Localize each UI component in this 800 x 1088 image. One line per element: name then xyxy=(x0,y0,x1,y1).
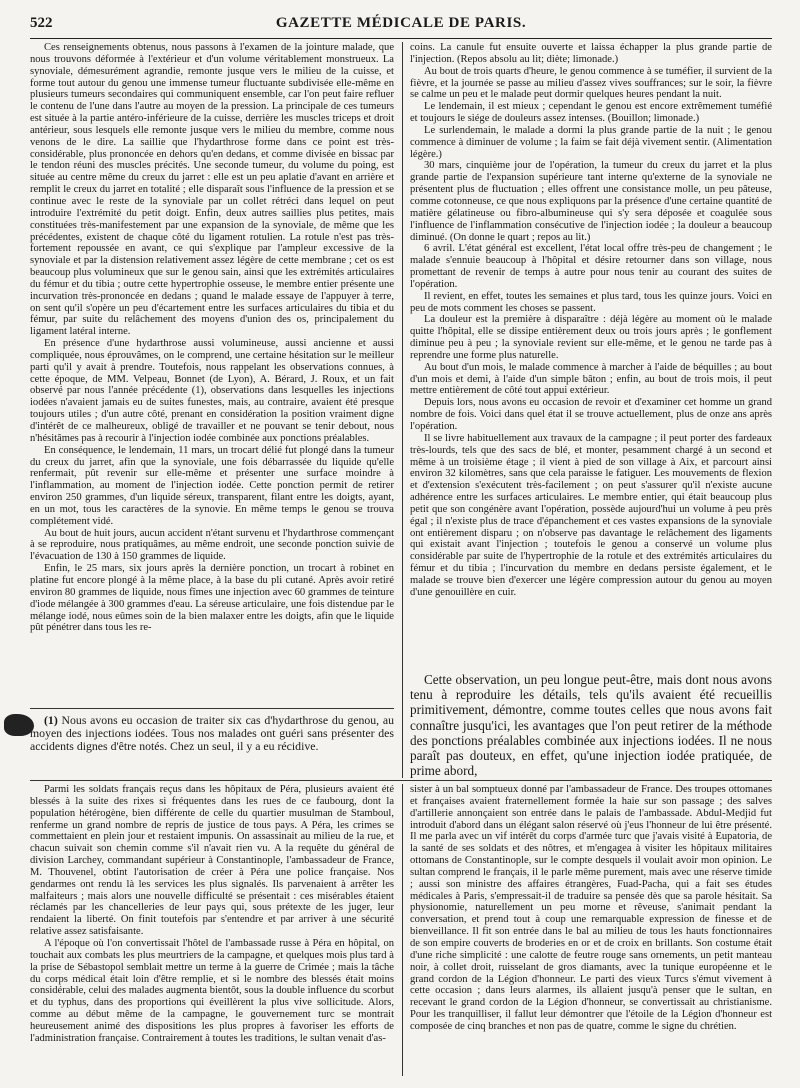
footnote-text: Nous avons eu occasion de traiter six cas d'hydarthrose du genou, au moyen des injections iodées. Tous nos malades ont guéri sans présenter des accidents dignes d'être notés. Chez un seul, il y a eu récidive. xyxy=(30,714,394,754)
paragraph: En conséquence, le lendemain, 11 mars, un trocart délié fut plongé dans la tumeur du creux du jarret, afin que la synoviale, une fois débarrassée du liquide qu'elle renfermait, pût revenir sur elle-même et présenter une surface moindre à l'inflammation, au moment de l'injection iodée. Cette ponction permit de retirer environ 250 grammes, d'un liquide séreux, transparent, filant entre les doigts, ayant, en un mot, tous les caractères de la synovie. En même temps le genou se trouva complétement vidé. xyxy=(30,444,394,527)
article-column-left xyxy=(30,42,394,702)
paragraph: 6 avril. L'état général est excellent, l'état local offre très-peu de changement ; le malade s'ennuie beaucoup à l'hôpital et désire retourner dans son village, nous promettant de revenir de temps à autre pour nous tenir au courant des suites de l'opération. xyxy=(410,243,772,290)
paragraph: Parmi les soldats français reçus dans les hôpitaux de Péra, plusieurs avaient été blessés à la suite des rixes si fréquentes dans les rues de ce faubourg, dont la population hétérogène, bien différente de celle du quartier musulman de Stamboul, renferme un grand nombre de repris de justice de tous pays. A Péra, les crimes se commettaient en plein jour et restaient impunis. On assassinait au milieu de la rue, et chacun suivait son chemin comme s'il n'avait rien vu. A la requête du général de division Larchey, commandant supérieur à Constantinople, l'ambassadeur de France, M. Thouvenel, obtint l'autorisation de créer à Péra une police française. Nos gendarmes ont rendu là les services les plus signalés. Ils parvenaient à arrêter les malfaiteurs ; mais alors une nouvelle difficulté se présentait : ces misérables étaient réclamés par les chancelleries de leur pays qui, sous prétexte de les juger, leur rendaient la liberté. On finit toutefois par s'entendre et par arriver à une sécurité relative assez satisfaisante. xyxy=(30,784,394,938)
page-header xyxy=(30,12,772,39)
feuilleton-column-left xyxy=(30,784,394,1078)
paragraph: Au bout de huit jours, aucun accident n'étant survenu et l'hydarthrose commençant à se reproduire, nous pratiquâmes, au même endroit, une seconde ponction suivie de l'évacuation de 130 à 150 grammes de liquide. xyxy=(30,527,394,563)
paragraph: Il se livre habituellement aux travaux de la campagne ; il peut porter des fardeaux très-lourds, tels que des sacs de blé, et monter, pesamment chargé à un second et même à un troisième étage ; il vient à pied de son village à Aix, et parcourt ainsi environ 32 kilomètres, sans que cela paraisse le fatiguer. Les mouvements de flexion et d'extension s'exécutent très-facilement ; on peut s'assurer qu'il n'existe aucune adhérence entre les surfaces articulaires. Le membre entier, qui était beaucoup plus petit que son congénère avant l'opération, possède aujourd'hui un volume à peu près égal ; il n'existe plus de trace d'épanchement et ces vastes expansions de la synoviale ont entièrement disparu ; on n'observe pas davantage le relâchement des ligaments qui existait avant l'injection ; toutefois le genou a conservé un volume plus considérable par suite de l'hypertrophie de la rotule et des extrémités articulaires du fémur et du tibia ; l'incurvation du membre en dedans persiste également, et le malade se trouve bien d'exercer une légère compression autour du genou au moyen d'une genouillère en cuir. xyxy=(410,432,772,598)
paragraph: Le lendemain, il est mieux ; cependant le genou est encore extrêmement tuméfié et toujours le siége de douleurs assez intenses. (Bouillon; limonade.) xyxy=(410,101,772,125)
paragraph: Ces renseignements obtenus, nous passons à l'examen de la jointure malade, que nous trouvons déformée à l'extérieur et d'un volume véritablement monstrueux. La synoviale, démesurément agrandie, remonte jusque vers le milieu de la cuisse, et forme tout autour du genou une immense tumeur fluctuante subdivisée elle-même en plusieurs tumeurs secondaires qui communiquent ensemble, car l'on peut faire refluer le contenu de l'une dans l'autre au moyen de la pression. La principale de ces tumeurs est située à la partie antéro-inférieure de la cuisse, derrière les muscles triceps et droit antérieur, sous lesquels elle remonte jusque vers le milieu du membre, comme nous venons de le dire. La saillie que l'hydarthrose forme dans ce point est très-considérable, plus prononcée en dehors qu'en dedans, et comme divisée en bissac par le tendon réuni des muscles précités. Une seconde tumeur, du volume du poing, est située au centre même du creux du jarret : elle est un peu aplatie d'avant en arrière et remplit le creux du jarret en totalité ; elle disparaît sous l'influence de la pression et se continue avec le reste de la synoviale par un collet rétréci dans lequel on peut introduire l'extrémité du petit doigt. Enfin, deux autres saillies plus petites, mais constituées très-manifestement par une expansion de la synoviale, de même que les précédentes, existent de chaque côté du ligament rotulien. La rotule n'est pas très-fortement repoussée en avant, ce qui s'explique par l'ampleur excessive de la synoviale et par la distension relativement assez légère de cette membrane ; cet os est beaucoup plus volumineux que sur le genou sain, ainsi que les extrémités articulaires du fémur et du tibia ; outre cette hypertrophie osseuse, le membre entier présente une incurvation très-prononcée en dedans ; quand le malade essaye de l'appuyer à terre, on sent qu'il s'opère un peu d'écartement entre les surfaces articulaires du tibia et du fémur, par suite du relâchement des moyens d'union des os, principalement du ligament latéral interne. xyxy=(30,42,394,338)
paragraph: Au bout d'un mois, le malade commence à marcher à l'aide de béquilles ; au bout d'un mois et demi, à l'aide d'un simple bâton ; enfin, au bout de trois mois, il peut mettre entièrement de côté tout appui extérieur. xyxy=(410,361,772,397)
section-divider xyxy=(30,780,772,781)
column-divider-bottom xyxy=(402,784,403,1076)
paragraph: Depuis lors, nous avons eu occasion de revoir et d'examiner cet homme un grand nombre de fois. Voici dans quel état il se trouve actuellement, plus de onze ans après l'opération. xyxy=(410,397,772,432)
paragraph: Il revient, en effet, toutes les semaines et plus tard, tous les quinze jours. Voici en peu de mots comment les choses se passent. xyxy=(410,290,772,314)
paragraph: Au bout de trois quarts d'heure, le genou commence à se tuméfier, il survient de la fièvre, et la journée se passe au milieu d'assez vives souffrances; sur le soir, la fièvre se calme un peu et le malade peut dormir quelques heures pendant la nuit. xyxy=(410,65,772,101)
paragraph: Cette observation, un peu longue peut-être, mais dont nous avons tenu à reproduire les détails, tels qu'ils avaient été recueillis primitivement, démontre, comme toutes celles que nous avons fait connaître jusqu'ici, les avantages que l'on peut retirer de la méthode des ponctions préalables combinée aux injections iodées. Il ne nous paraît pas douteux, en effet, qu'une injection iodée pratiquée, de prime abord, xyxy=(410,672,772,778)
paragraph: La douleur est la première à disparaître : déjà légère au moment où le malade quitte l'hôpital, elle se dissipe entièrement deux ou trois jours après ; le gonflement diminue peu à peu ; la synoviale revient sur elle-même, et le genou ne tarde pas à reprendre une forme plus naturelle. xyxy=(410,314,772,361)
paragraph: sister à un bal somptueux donné par l'ambassadeur de France. Des troupes ottomanes et françaises avaient fraternellement formée la haie sur son passage ; des salves d'artillerie annonçaient son entrée dans le palais de l'ambassade. Abdul-Medjid fut introduit d'abord dans un élégant salon réservé où j'eus l'honneur de lui être présenté. Il me parla avec un vif intérêt du corps d'armée turc que j'avais visité à Eupatoria, de la santé de ses soldats et des nôtres, et m'engagea à visiter les hôpitaux militaires ottomans de Constantinople, sur le compte desquels il voulait avoir mon opinion. Le sultan comprend le français, il le parle même purement, mais avec une réserve timide ; aussi son ministre des affaires étrangères, Fuad-Pacha, qui a fait ses études médicales à Paris, s'empressait-il de traduire sa pensée dès que sa parole hésitait. Sa physionomie, naturellement un peu morne et rêveuse, s'animait pendant la conversation, et prend tout à coup une remarquable expression de finesse et de bienveillance. Il fit son entrée dans le bal au milieu de tous les hauts fonctionnaires de son empire couverts de broderies en or et de croix en brillants. Son costume était d'une riche simplicité : une calotte de feutre rouge sans ornements, un petit manteau noir, à collet droit, ruisselant de gros diamants, avec la tunique européenne et le grand cordon de la Légion d'honneur. Le parti des vieux Turcs s'émut vivement à cette occasion ; dans leurs alarmes, ils allaient jusqu'à penser que le sultan, en recevant le grand cordon de la Légion d'honneur, se convertissait au christianisme. Pour les tranquilliser, il fallut leur démontrer que l'étoile de la Légion d'honneur est composée de cinq branches et non pas de quatre, comme le signe du chrétien. xyxy=(410,784,772,1032)
paragraph: 30 mars, cinquième jour de l'opération, la tumeur du creux du jarret et la plus grande partie de l'expansion supérieure tant interne qu'externe de la synoviale ne présentent plus de fluctuation ; elles offrent une consistance molle, un peu pâteuse, comme cotonneuse, ce que nous expliquons par la présence d'une certaine quantité de matière gélatineuse ou fibro-albumineuse qui s'y sera déposée et coagulée sous l'influence de l'inflammation consécutive de l'injection iodée ; la douleur a beaucoup diminué. (On donne le quart ; repos au lit.) xyxy=(410,160,772,243)
journal-title: GAZETTE MÉDICALE DE PARIS. xyxy=(275,15,527,31)
column-divider-top xyxy=(402,42,403,778)
footnote-divider xyxy=(30,708,394,709)
page-number: 522 xyxy=(30,15,53,31)
footnote xyxy=(30,714,394,774)
paragraph: Enfin, le 25 mars, six jours après la dernière ponction, un trocart à robinet en platine fut encore plongé à la même place, à la base du pli cutané. Après avoir retiré environ 80 grammes de liquide, nous fîmes une injection avec 60 grammes de teinture d'iode mélangée à 300 grammes d'eau. La séreuse articulaire, une fois distendue par le mélange iodé, nous eûmes soin de la bien malaxer entre les doigts, afin que le liquide pût pénétrer dans tous les re- xyxy=(30,563,394,634)
paragraph: Le surlendemain, le malade a dormi la plus grande partie de la nuit ; le genou commence à diminuer de volume ; la faim se fait déjà vivement sentir. (Alimentation légère.) xyxy=(410,124,772,160)
paragraph: coins. La canule fut ensuite ouverte et laissa échapper la plus grande partie de l'injection. (Repos absolu au lit; diète; limonade.) xyxy=(410,42,772,65)
footnote-mark: (1) xyxy=(44,714,58,727)
paragraph: En présence d'une hydarthrose aussi volumineuse, aussi ancienne et aussi compliquée, nous éprouvâmes, on le comprend, une certaine hésitation sur le meilleur parti qu'il y avait à prendre. Toutefois, nous rappelant les observations connues, à cette époque, de MM. Velpeau, Bonnet (de Lyon), A. Bérard, J. Roux, et un fait observé par nous l'année précédente (1), observations dans lesquelles les injections iodées n'avaient jamais eu de suites funestes, mais, au contraire, avaient été presque toujours utiles ; d'un autre côté, prenant en considération la position vraiment digne d'intérêt de ce malheureux, obligé de travailler et ne pouvant se tenir debout, nous n'hésitâmes pas à recourir à l'injection iodée combinée aux ponctions préalables. xyxy=(30,338,394,444)
paragraph: A l'époque où l'on convertissait l'hôtel de l'ambassade russe à Péra en hôpital, on touchait aux combats les plus meurtriers de la campagne, et quelques mois plus tard à la prise de Sébastopol semblait mettre un terme à la guerre de Crimée ; mais la tâche du corps médical était loin d'être remplie, et si le nombre des blessés était moins considérable, celui des malades augmenta bientôt, sous la double influence du scorbut et du typhus, dans des proportions qui éveillèrent la plus vive sollicitude. Alors, comme au début même de la campagne, le gouvernement turc se montrait heureusement animé des dispositions les plus propres à favoriser les efforts de l'administration française. Contrairement à toutes les traditions, le sultan venait d'as- xyxy=(30,937,394,1044)
feuilleton-column-right xyxy=(410,784,772,1078)
conclusion-paragraph xyxy=(410,672,772,778)
article-column-right xyxy=(410,42,772,670)
